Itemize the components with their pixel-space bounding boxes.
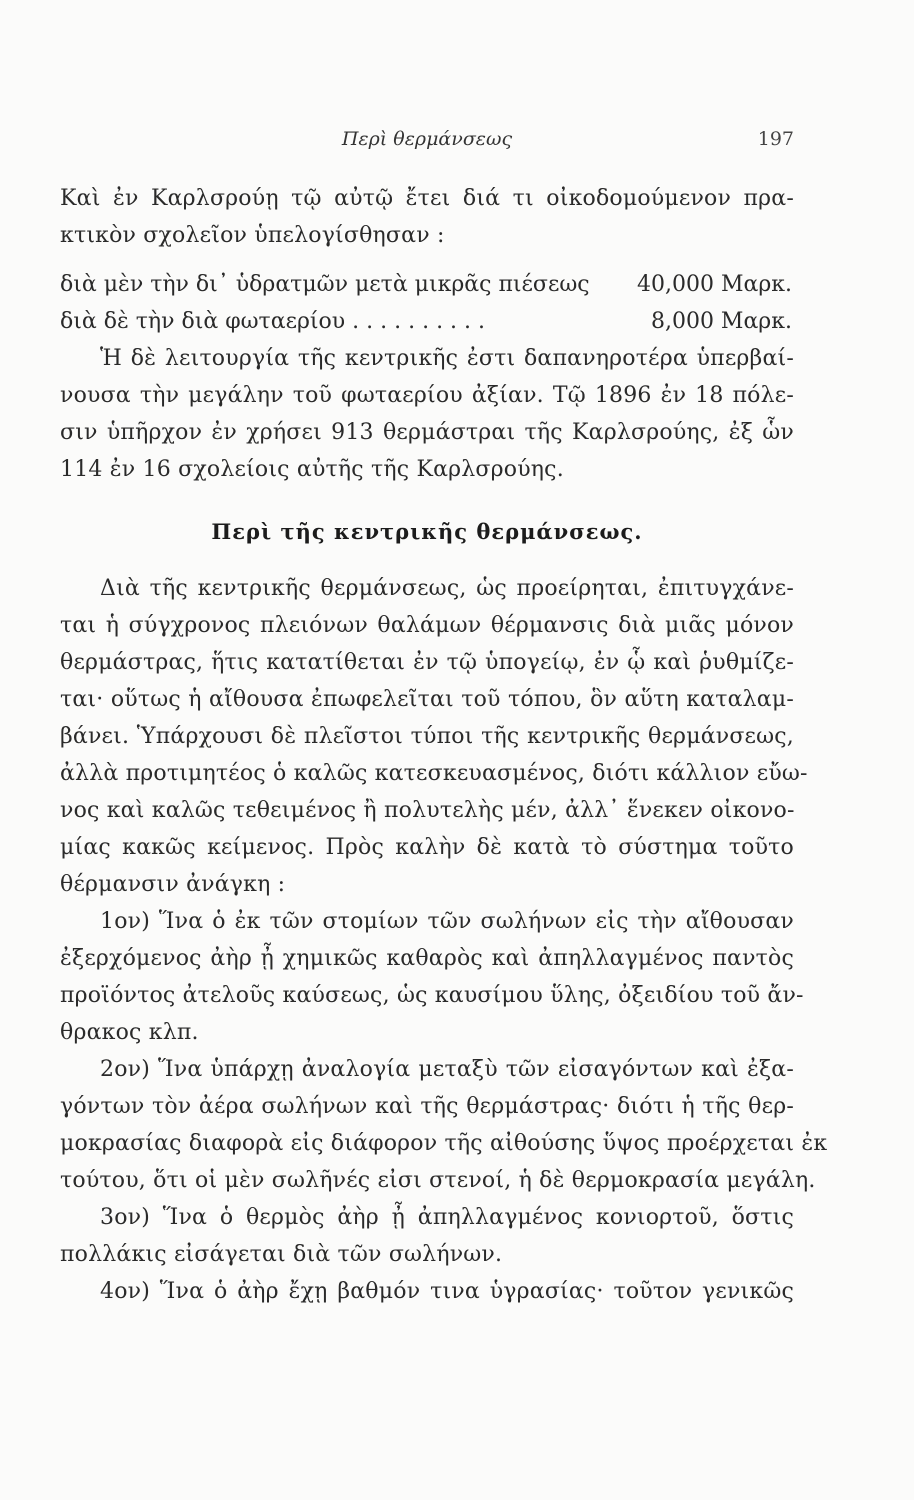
text-line: κτικὸν σχολεῖον ὑπελογίσθησαν : bbox=[60, 223, 445, 248]
cost-row bbox=[60, 303, 794, 340]
text-line: ἐξερχόμενος ἀὴρ ᾖ χημικῶς καθαρὸς καὶ ἀπηλλαγμένος παντὸς bbox=[60, 946, 794, 971]
text-line: Διὰ τῆς κεντρικῆς θερμάνσεως, ὡς προείρηται, ἐπιτυγχάνε- bbox=[100, 576, 794, 601]
text-line: 3ον) Ἵνα ὁ θερμὸς ἀὴρ ᾖ ἀπηλλαγμένος κονιορτοῦ, ὅστις bbox=[100, 1205, 794, 1230]
list-item bbox=[60, 1199, 794, 1273]
list-item bbox=[60, 1051, 828, 1199]
text-line: ται ἡ σύγχρονος πλειόνων θαλάμων θέρμανσις διὰ μιᾶς μόνον bbox=[60, 613, 794, 638]
list-item bbox=[60, 1273, 794, 1310]
running-head bbox=[60, 128, 794, 158]
cost-amount: 40,000 Μαρκ. bbox=[636, 272, 792, 297]
text-line: 4ον) Ἵνα ὁ ἀὴρ ἔχῃ βαθμόν τινα ὑγρασίας· τοῦτον γενικῶς bbox=[100, 1279, 794, 1304]
text-line: νος καὶ καλῶς τεθειμένος ἢ πολυτελὴς μέν, ἀλλ᾽ ἕνεκεν οἰκονο- bbox=[60, 798, 795, 823]
running-title: Περὶ θερμάνσεως bbox=[341, 128, 513, 150]
requirements-list bbox=[60, 903, 828, 1310]
text-line: προϊόντος ἀτελοῦς καύσεως, ὡς καυσίμου ὕλης, ὀξειδίου τοῦ ἄν- bbox=[60, 983, 804, 1008]
text-line: μοκρασίας διαφορὰ εἰς διάφορον τῆς αἰθούσης ὕψος προέρχεται ἐκ bbox=[60, 1131, 828, 1156]
page-number: 197 bbox=[757, 128, 794, 150]
text-line: νουσα τὴν μεγάλην τοῦ φωταερίου ἀξίαν. Τῷ 1896 ἐν 18 πόλε- bbox=[60, 383, 794, 408]
text-line: θρακος κλπ. bbox=[60, 1020, 199, 1045]
paragraph-central-heating bbox=[60, 570, 808, 903]
section-heading: Περὶ τῆς κεντρικῆς θερμάνσεως. bbox=[211, 519, 643, 544]
text-line: σιν ὑπῆρχον ἐν χρήσει 913 θερμάστραι τῆς Καρλσρούης, ἐξ ὧν bbox=[60, 420, 794, 445]
cost-label: διὰ μὲν τὴν δι᾽ ὑδρατμῶν μετὰ μικρᾶς πιέσεως bbox=[60, 272, 590, 297]
text-line: 114 ἐν 16 σχολείοις αὐτῆς τῆς Καρλσρούης. bbox=[60, 457, 564, 482]
paragraph-running-costs bbox=[60, 340, 794, 488]
text-line: τούτου, ὅτι οἱ μὲν σωλῆνές εἰσι στενοί, ἡ δὲ θερμοκρασία μεγάλη. bbox=[60, 1168, 816, 1193]
cost-list bbox=[60, 266, 794, 340]
text-line: γόντων τὸν ἀέρα σωλήνων καὶ τῆς θερμάστρας· διότι ἡ τῆς θερ- bbox=[60, 1094, 794, 1119]
cost-amount: 8,000 Μαρκ. bbox=[650, 309, 792, 334]
cost-label: διὰ δὲ τὴν διὰ φωταερίου . . . . . . . . . . bbox=[60, 309, 486, 334]
text-line: ἀλλὰ προτιμητέος ὁ καλῶς κατεσκευασμένος, διότι κάλλιον εὔω- bbox=[60, 761, 808, 786]
intro-paragraph bbox=[60, 180, 794, 254]
list-item bbox=[60, 903, 804, 1051]
text-line: θερμάστρας, ἥτις κατατίθεται ἐν τῷ ὑπογείῳ, ἐν ᾧ καὶ ῥυθμίζε- bbox=[60, 650, 794, 675]
text-line: θέρμανσιν ἀνάγκη : bbox=[60, 872, 286, 897]
page-body bbox=[60, 180, 828, 1310]
cost-row bbox=[60, 266, 794, 303]
text-line: 1ον) Ἵνα ὁ ἐκ τῶν στομίων τῶν σωλήνων εἰς τὴν αἴθουσαν bbox=[100, 909, 794, 934]
text-line: Ἡ δὲ λειτουργία τῆς κεντρικῆς ἐστι δαπανηροτέρα ὑπερβαί- bbox=[100, 346, 794, 371]
text-line: ται· οὕτως ἡ αἴθουσα ἐπωφελεῖται τοῦ τόπου, ὃν αὕτη καταλαμ- bbox=[60, 687, 794, 712]
text-line: μίας κακῶς κείμενος. Πρὸς καλὴν δὲ κατὰ τὸ σύστημα τοῦτο bbox=[60, 835, 794, 860]
text-line: Καὶ ἐν Καρλσρούῃ τῷ αὐτῷ ἔτει διά τι οἰκοδομούμενον πρα- bbox=[60, 186, 794, 211]
text-line: 2ον) Ἵνα ὑπάρχῃ ἀναλογία μεταξὺ τῶν εἰσαγόντων καὶ ἐξα- bbox=[100, 1057, 794, 1082]
text-line: πολλάκις εἰσάγεται διὰ τῶν σωλήνων. bbox=[60, 1242, 503, 1267]
text-line: βάνει. Ὑπάρχουσι δὲ πλεῖστοι τύποι τῆς κεντρικῆς θερμάνσεως, bbox=[60, 724, 794, 749]
